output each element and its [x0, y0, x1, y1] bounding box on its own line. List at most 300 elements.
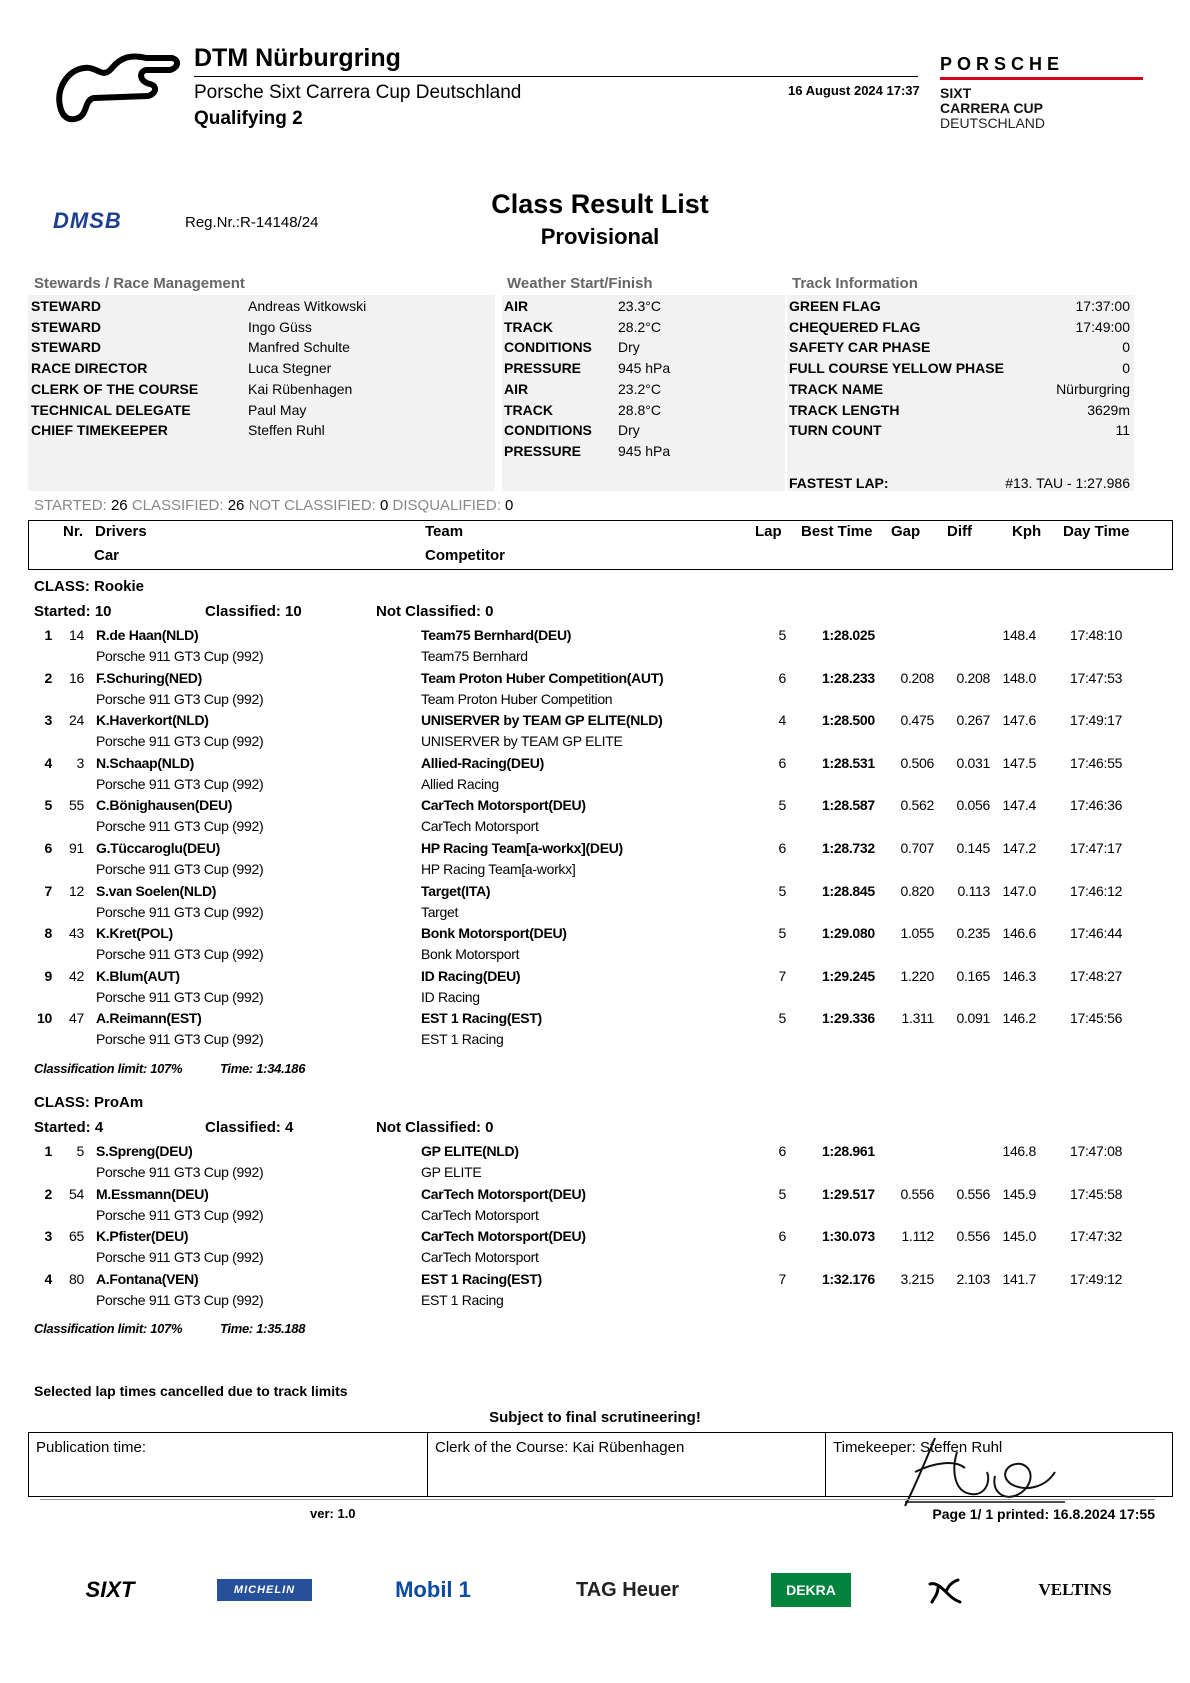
day-time: 17:45:56 — [1070, 1010, 1123, 1027]
result-row — [0, 797, 1190, 818]
weather-value: Dry — [618, 422, 640, 439]
car-number: 55 — [69, 797, 84, 814]
car-number: 43 — [69, 925, 84, 942]
weather-value: 945 hPa — [618, 442, 671, 459]
sixt-logo: SIXT — [85, 1577, 135, 1602]
tagheuer-logo: TAG Heuer — [576, 1579, 679, 1601]
kph: 146.8 — [1002, 1143, 1036, 1159]
best-time: 1:28.961 — [822, 1143, 875, 1159]
scrutineering-note: Subject to final scrutineering! — [489, 1409, 701, 1426]
position: 2 — [44, 669, 52, 686]
class-title: CLASS: Rookie — [34, 578, 145, 595]
gap: 1.112 — [901, 1228, 934, 1245]
result-counts — [34, 497, 513, 514]
col-day-time: Day Time — [1063, 523, 1130, 540]
classified-count: 26 — [227, 497, 245, 514]
car-model: Porsche 911 GT3 Cup (992) — [96, 861, 264, 877]
best-time: 1:29.080 — [822, 925, 875, 942]
day-time: 17:49:17 — [1070, 712, 1123, 729]
col-kph: Kph — [1012, 523, 1042, 540]
col-best-time: Best Time — [801, 523, 873, 540]
kph: 148.0 — [1002, 669, 1036, 686]
gap: 0.707 — [900, 840, 934, 856]
laps: 6 — [778, 669, 786, 686]
car-model: Porsche 911 GT3 Cup (992) — [96, 690, 264, 707]
series-name: Porsche Sixt Carrera Cup Deutschland — [194, 82, 522, 103]
diff: 0.113 — [957, 882, 990, 899]
kph: 145.9 — [1002, 1185, 1036, 1202]
day-time: 17:47:32 — [1070, 1228, 1123, 1245]
position: 7 — [44, 882, 52, 899]
team-name: Team Proton Huber Competition(AUT) — [421, 669, 664, 686]
steward-role: STEWARD — [31, 318, 101, 335]
position: 4 — [44, 1270, 52, 1287]
laps: 5 — [778, 925, 786, 942]
cup-line-3: DEUTSCHLAND — [940, 115, 1046, 131]
position: 8 — [44, 925, 52, 942]
track-label: GREEN FLAG — [789, 298, 881, 314]
version-label: ver: 1.0 — [310, 1506, 356, 1521]
best-time: 1:28.587 — [822, 797, 875, 814]
best-time: 1:28.732 — [822, 840, 875, 856]
cup-line-1: SIXT — [940, 85, 972, 101]
competitor-name: Target — [421, 903, 459, 920]
col-gap: Gap — [891, 523, 921, 540]
result-row-detail — [0, 1249, 1190, 1270]
laps: 7 — [778, 1270, 786, 1287]
result-row-detail — [0, 1207, 1190, 1228]
classification-limit-time: Time: 1:35.188 — [220, 1321, 306, 1337]
result-row-detail — [0, 861, 1190, 882]
session-name: Qualifying 2 — [194, 108, 303, 129]
result-row — [0, 1228, 1190, 1249]
result-row-detail — [0, 1292, 1190, 1313]
laps: 7 — [778, 967, 786, 984]
result-row-detail — [0, 1031, 1190, 1052]
steward-name: Steffen Ruhl — [248, 422, 325, 439]
position: 9 — [44, 967, 52, 984]
track-info-heading: Track Information — [792, 275, 918, 292]
steward-role: CLERK OF THE COURSE — [31, 380, 199, 397]
competitor-name: ID Racing — [421, 988, 480, 1005]
car-number: 47 — [69, 1010, 84, 1027]
car-model: Porsche 911 GT3 Cup (992) — [96, 1031, 264, 1048]
competitor-name: Team Proton Huber Competition — [421, 690, 613, 707]
dmsb-logo: DMSB — [53, 208, 122, 233]
car-number: 91 — [69, 840, 84, 856]
result-row — [0, 627, 1190, 648]
position: 4 — [44, 754, 52, 771]
porsche-red-bar — [940, 77, 1143, 80]
car-number: 65 — [69, 1228, 84, 1245]
result-row-detail — [0, 691, 1190, 712]
track-label: FULL COURSE YELLOW PHASE — [789, 360, 1004, 377]
competitor-name: Allied Racing — [421, 775, 499, 792]
team-name: EST 1 Racing(EST) — [421, 1270, 542, 1287]
weather-value: 23.3°C — [618, 298, 661, 314]
classification-limit: Classification limit: 107% — [34, 1321, 183, 1337]
page-printed-info: Page 1/ 1 printed: 16.8.2024 17:55 — [932, 1506, 1155, 1522]
diff: 0.056 — [956, 797, 990, 814]
competitor-name: EST 1 Racing — [421, 1031, 504, 1048]
position: 1 — [44, 627, 52, 643]
gap: 0.208 — [900, 669, 934, 686]
competitor-name: CarTech Motorsport — [421, 818, 539, 835]
header-divider — [194, 76, 918, 77]
diff: 0.235 — [956, 925, 990, 942]
diff: 0.165 — [956, 967, 990, 984]
steward-name: Manfred Schulte — [248, 339, 350, 356]
track-value: 11 — [1115, 422, 1130, 439]
kph: 147.2 — [1002, 840, 1036, 856]
fastest-lap-label: FASTEST LAP: — [789, 475, 889, 491]
steward-role: STEWARD — [31, 298, 101, 314]
laps: 5 — [778, 882, 786, 899]
result-row — [0, 712, 1190, 733]
best-time: 1:28.531 — [822, 754, 875, 771]
diff: 0.145 — [956, 840, 990, 856]
car-number: 16 — [69, 669, 84, 686]
team-name: Bonk Motorsport(DEU) — [421, 925, 567, 942]
result-row — [0, 925, 1190, 946]
weather-heading: Weather Start/Finish — [507, 275, 653, 292]
track-map-logo — [54, 48, 182, 124]
laps: 5 — [778, 1010, 786, 1027]
competitor-name: UNISERVER by TEAM GP ELITE — [421, 733, 623, 750]
track-value: 3629m — [1087, 401, 1130, 418]
day-time: 17:47:53 — [1070, 669, 1123, 686]
team-name: Target(ITA) — [421, 882, 491, 899]
team-name: CarTech Motorsport(DEU) — [421, 1185, 586, 1202]
timekeeper-signature: Timekeeper: Steffen Ruhl — [825, 1433, 1172, 1496]
kph: 147.4 — [1002, 797, 1036, 814]
weather-label: AIR — [504, 298, 529, 314]
car-model: Porsche 911 GT3 Cup (992) — [96, 1249, 264, 1266]
team-name: EST 1 Racing(EST) — [421, 1010, 542, 1027]
diff: 0.556 — [956, 1228, 990, 1245]
col-drivers: Drivers — [95, 523, 147, 540]
team-name: ID Racing(DEU) — [421, 967, 521, 984]
disqualified-count: 0 — [505, 497, 514, 514]
laps: 4 — [778, 712, 786, 729]
kph: 146.3 — [1002, 967, 1036, 984]
result-row — [0, 883, 1190, 904]
best-time: 1:28.233 — [822, 669, 875, 686]
report-date-time: 16 August 2024 17:37 — [788, 83, 920, 98]
laps: 5 — [778, 797, 786, 814]
diff: 0.091 — [956, 1010, 990, 1027]
weather-value: 28.2°C — [618, 318, 661, 335]
col-nr: Nr. — [63, 523, 84, 540]
weather-value: Dry — [618, 339, 640, 356]
track-label: CHEQUERED FLAG — [789, 318, 921, 335]
result-row-detail — [0, 946, 1190, 967]
driver-name: R.de Haan(NLD) — [96, 627, 199, 643]
team-name: Allied-Racing(DEU) — [421, 754, 544, 771]
started-count: 26 — [110, 497, 128, 514]
weather-label: PRESSURE — [504, 442, 582, 459]
classification-limit-time: Time: 1:34.186 — [220, 1061, 306, 1076]
car-model: Porsche 911 GT3 Cup (992) — [96, 775, 264, 792]
porsche-wordmark: PORSCHE — [940, 54, 1065, 74]
competitor-name: CarTech Motorsport — [421, 1249, 539, 1266]
day-time: 17:47:08 — [1070, 1143, 1123, 1159]
steward-name: Kai Rübenhagen — [248, 380, 353, 397]
car-number: 24 — [69, 712, 84, 729]
team-name: CarTech Motorsport(DEU) — [421, 1228, 586, 1245]
car-model: Porsche 911 GT3 Cup (992) — [96, 1164, 264, 1180]
sponsor-bar — [0, 1570, 1190, 1610]
gap: 0.475 — [900, 712, 934, 729]
col-lap: Lap — [755, 523, 782, 540]
car-number: 14 — [69, 627, 84, 643]
best-time: 1:29.336 — [822, 1010, 875, 1027]
day-time: 17:46:12 — [1070, 882, 1123, 899]
position: 10 — [37, 1010, 52, 1027]
track-label: TRACK NAME — [789, 380, 884, 397]
day-time: 17:47:17 — [1070, 840, 1123, 856]
team-name: CarTech Motorsport(DEU) — [421, 797, 586, 814]
not-classified-count: 0 — [380, 497, 389, 514]
car-model: Porsche 911 GT3 Cup (992) — [96, 946, 264, 963]
day-time: 17:48:10 — [1070, 627, 1123, 643]
gap: 3.215 — [900, 1270, 934, 1287]
class-not-classified: Not Classified: 0 — [376, 603, 494, 620]
track-value: Nürburgring — [1056, 380, 1130, 397]
started-label: STARTED: — [34, 497, 107, 514]
driver-name: G.Tüccaroglu(DEU) — [96, 840, 221, 856]
driver-name: K.Blum(AUT) — [96, 967, 180, 984]
laps: 5 — [778, 1185, 786, 1202]
mobil1-logo: Mobil 1 — [395, 1577, 471, 1602]
result-row — [0, 670, 1190, 691]
col-diff: Diff — [947, 523, 972, 540]
steward-role: TECHNICAL DELEGATE — [31, 401, 191, 418]
driver-name: S.Spreng(DEU) — [96, 1143, 193, 1159]
car-number: 42 — [69, 967, 84, 984]
weather-label: AIR — [504, 380, 529, 397]
veltins-logo: VELTINS — [1038, 1580, 1112, 1599]
team-name: HP Racing Team[a-workx](DEU) — [421, 840, 623, 856]
position: 2 — [44, 1185, 52, 1202]
result-row-detail — [0, 904, 1190, 925]
driver-name: A.Fontana(VEN) — [96, 1270, 199, 1287]
steward-name: Ingo Güss — [248, 318, 312, 335]
car-number: 80 — [69, 1270, 84, 1287]
track-value: 17:49:00 — [1075, 318, 1130, 335]
competitor-name: EST 1 Racing — [421, 1291, 504, 1308]
laps: 6 — [778, 840, 786, 856]
diff: 2.103 — [956, 1270, 990, 1287]
steward-name: Luca Stegner — [248, 360, 332, 377]
class-title: CLASS: ProAm — [34, 1094, 144, 1111]
kph: 148.4 — [1002, 627, 1036, 643]
result-row-detail — [0, 1164, 1190, 1185]
team-name: GP ELITE(NLD) — [421, 1143, 519, 1159]
steward-role: CHIEF TIMEKEEPER — [31, 422, 168, 439]
diff: 0.267 — [956, 712, 990, 729]
kph: 147.5 — [1002, 754, 1036, 771]
competitor-name: HP Racing Team[a-workx] — [421, 861, 576, 877]
dekra-logo: DEKRA — [771, 1573, 851, 1607]
event-title: DTM Nürburgring — [194, 44, 401, 72]
document-title: Class Result List — [491, 189, 709, 219]
best-time: 1:29.517 — [822, 1185, 875, 1202]
car-model: Porsche 911 GT3 Cup (992) — [96, 988, 264, 1005]
result-row — [0, 1271, 1190, 1292]
driver-name: A.Reimann(EST) — [96, 1010, 202, 1027]
steward-name: Paul May — [248, 401, 307, 418]
footer-divider — [40, 1499, 1155, 1500]
results-table-header — [28, 520, 1173, 570]
position: 1 — [44, 1143, 52, 1159]
weather-label: PRESSURE — [504, 360, 582, 377]
result-row — [0, 968, 1190, 989]
michelin-logo: MICHELIN — [217, 1579, 312, 1601]
puma-cat-icon — [928, 1578, 962, 1604]
position: 3 — [44, 712, 52, 729]
steward-role: RACE DIRECTOR — [31, 360, 148, 377]
competitor-name: Bonk Motorsport — [421, 946, 520, 963]
track-value: 17:37:00 — [1075, 298, 1130, 314]
gap: 0.820 — [900, 882, 934, 899]
driver-name: K.Haverkort(NLD) — [96, 712, 209, 729]
driver-name: S.van Soelen(NLD) — [96, 882, 217, 899]
day-time: 17:46:55 — [1070, 754, 1123, 771]
car-number: 3 — [76, 754, 84, 771]
car-model: Porsche 911 GT3 Cup (992) — [96, 648, 264, 664]
weather-value: 945 hPa — [618, 360, 671, 377]
car-model: Porsche 911 GT3 Cup (992) — [96, 1206, 264, 1223]
col-car: Car — [94, 547, 120, 564]
puma-logo — [925, 1570, 965, 1610]
car-model: Porsche 911 GT3 Cup (992) — [96, 1291, 264, 1308]
registration-number: Reg.Nr.:R-14148/24 — [185, 214, 319, 231]
track-value: 0 — [1122, 360, 1130, 377]
competitor-name: GP ELITE — [421, 1164, 482, 1180]
weather-label: CONDITIONS — [504, 422, 592, 439]
best-time: 1:32.176 — [822, 1270, 875, 1287]
track-label: TURN COUNT — [789, 422, 882, 439]
result-row — [0, 840, 1190, 861]
competitor-name: Team75 Bernhard — [421, 648, 528, 664]
gap: 0.562 — [900, 797, 934, 814]
position: 6 — [44, 840, 52, 856]
weather-value: 28.8°C — [618, 401, 661, 418]
kph: 146.6 — [1002, 925, 1036, 942]
day-time: 17:46:44 — [1070, 925, 1123, 942]
gap: 1.055 — [900, 925, 934, 942]
class-classified: Classified: 4 — [205, 1119, 294, 1136]
position: 3 — [44, 1228, 52, 1245]
laps: 6 — [778, 754, 786, 771]
handwritten-signature — [895, 1432, 1075, 1512]
laps: 5 — [778, 627, 786, 643]
document-subtitle: Provisional — [540, 224, 660, 249]
clerk-signature: Clerk of the Course: Kai Rübenhagen — [427, 1433, 825, 1496]
result-row — [0, 1186, 1190, 1207]
track-limits-note: Selected lap times cancelled due to track limits — [34, 1383, 348, 1399]
driver-name: N.Schaap(NLD) — [96, 754, 194, 771]
result-row — [0, 1143, 1190, 1164]
cup-line-2: CARRERA CUP — [940, 100, 1043, 116]
diff: 0.031 — [956, 754, 990, 771]
steward-role: STEWARD — [31, 339, 101, 356]
stewards-heading: Stewards / Race Management — [34, 275, 245, 292]
result-row — [0, 1010, 1190, 1031]
weather-label: TRACK — [504, 401, 553, 418]
classified-label: CLASSIFIED: — [131, 497, 224, 514]
best-time: 1:28.025 — [822, 627, 875, 643]
driver-name: F.Schuring(NED) — [96, 669, 202, 686]
day-time: 17:49:12 — [1070, 1270, 1123, 1287]
track-label: SAFETY CAR PHASE — [789, 339, 931, 356]
kph: 141.7 — [1002, 1270, 1036, 1287]
result-row-detail — [0, 818, 1190, 839]
result-row — [0, 755, 1190, 776]
gap: 0.506 — [900, 754, 934, 771]
kph: 146.2 — [1002, 1010, 1036, 1027]
gap: 0.556 — [900, 1185, 934, 1202]
class-not-classified: Not Classified: 0 — [376, 1119, 494, 1136]
class-started: Started: 10 — [34, 603, 112, 620]
result-row-detail — [0, 776, 1190, 797]
driver-name: M.Essmann(DEU) — [96, 1185, 209, 1202]
fastest-lap-value: #13. TAU - 1:27.986 — [1005, 475, 1130, 491]
team-name: Team75 Bernhard(DEU) — [421, 627, 572, 643]
diff: 0.208 — [956, 669, 990, 686]
not-classified-label: NOT CLASSIFIED: — [248, 497, 376, 514]
track-label: TRACK LENGTH — [789, 401, 900, 418]
result-row-detail — [0, 733, 1190, 754]
weather-label: TRACK — [504, 318, 553, 335]
car-number: 54 — [69, 1185, 84, 1202]
best-time: 1:28.500 — [822, 712, 875, 729]
car-number: 5 — [76, 1143, 84, 1159]
class-started: Started: 4 — [34, 1119, 104, 1136]
best-time: 1:28.845 — [822, 882, 875, 899]
kph: 145.0 — [1002, 1228, 1036, 1245]
day-time: 17:46:36 — [1070, 797, 1123, 814]
day-time: 17:48:27 — [1070, 967, 1123, 984]
porsche-carrera-cup-logo — [940, 54, 1143, 131]
gap: 1.311 — [901, 1010, 934, 1027]
driver-name: C.Bönighausen(DEU) — [96, 797, 233, 814]
day-time: 17:45:58 — [1070, 1185, 1123, 1202]
car-model: Porsche 911 GT3 Cup (992) — [96, 818, 264, 835]
result-row-detail — [0, 989, 1190, 1010]
best-time: 1:29.245 — [822, 967, 875, 984]
competitor-name: CarTech Motorsport — [421, 1206, 539, 1223]
best-time: 1:30.073 — [822, 1228, 875, 1245]
col-team: Team — [425, 523, 464, 540]
diff: 0.556 — [956, 1185, 990, 1202]
result-row-detail — [0, 648, 1190, 669]
car-model: Porsche 911 GT3 Cup (992) — [96, 733, 264, 750]
gap: 1.220 — [900, 967, 934, 984]
class-classified: Classified: 10 — [205, 603, 302, 620]
publication-time: Publication time: — [36, 1439, 147, 1456]
weather-value: 23.2°C — [618, 380, 661, 397]
kph: 147.0 — [1002, 882, 1036, 899]
laps: 6 — [778, 1228, 786, 1245]
kph: 147.6 — [1002, 712, 1036, 729]
car-number: 12 — [69, 882, 84, 899]
team-name: UNISERVER by TEAM GP ELITE(NLD) — [421, 712, 663, 729]
weather-label: CONDITIONS — [504, 339, 592, 356]
disqualified-label: DISQUALIFIED: — [392, 497, 501, 514]
driver-name: K.Pfister(DEU) — [96, 1228, 189, 1245]
